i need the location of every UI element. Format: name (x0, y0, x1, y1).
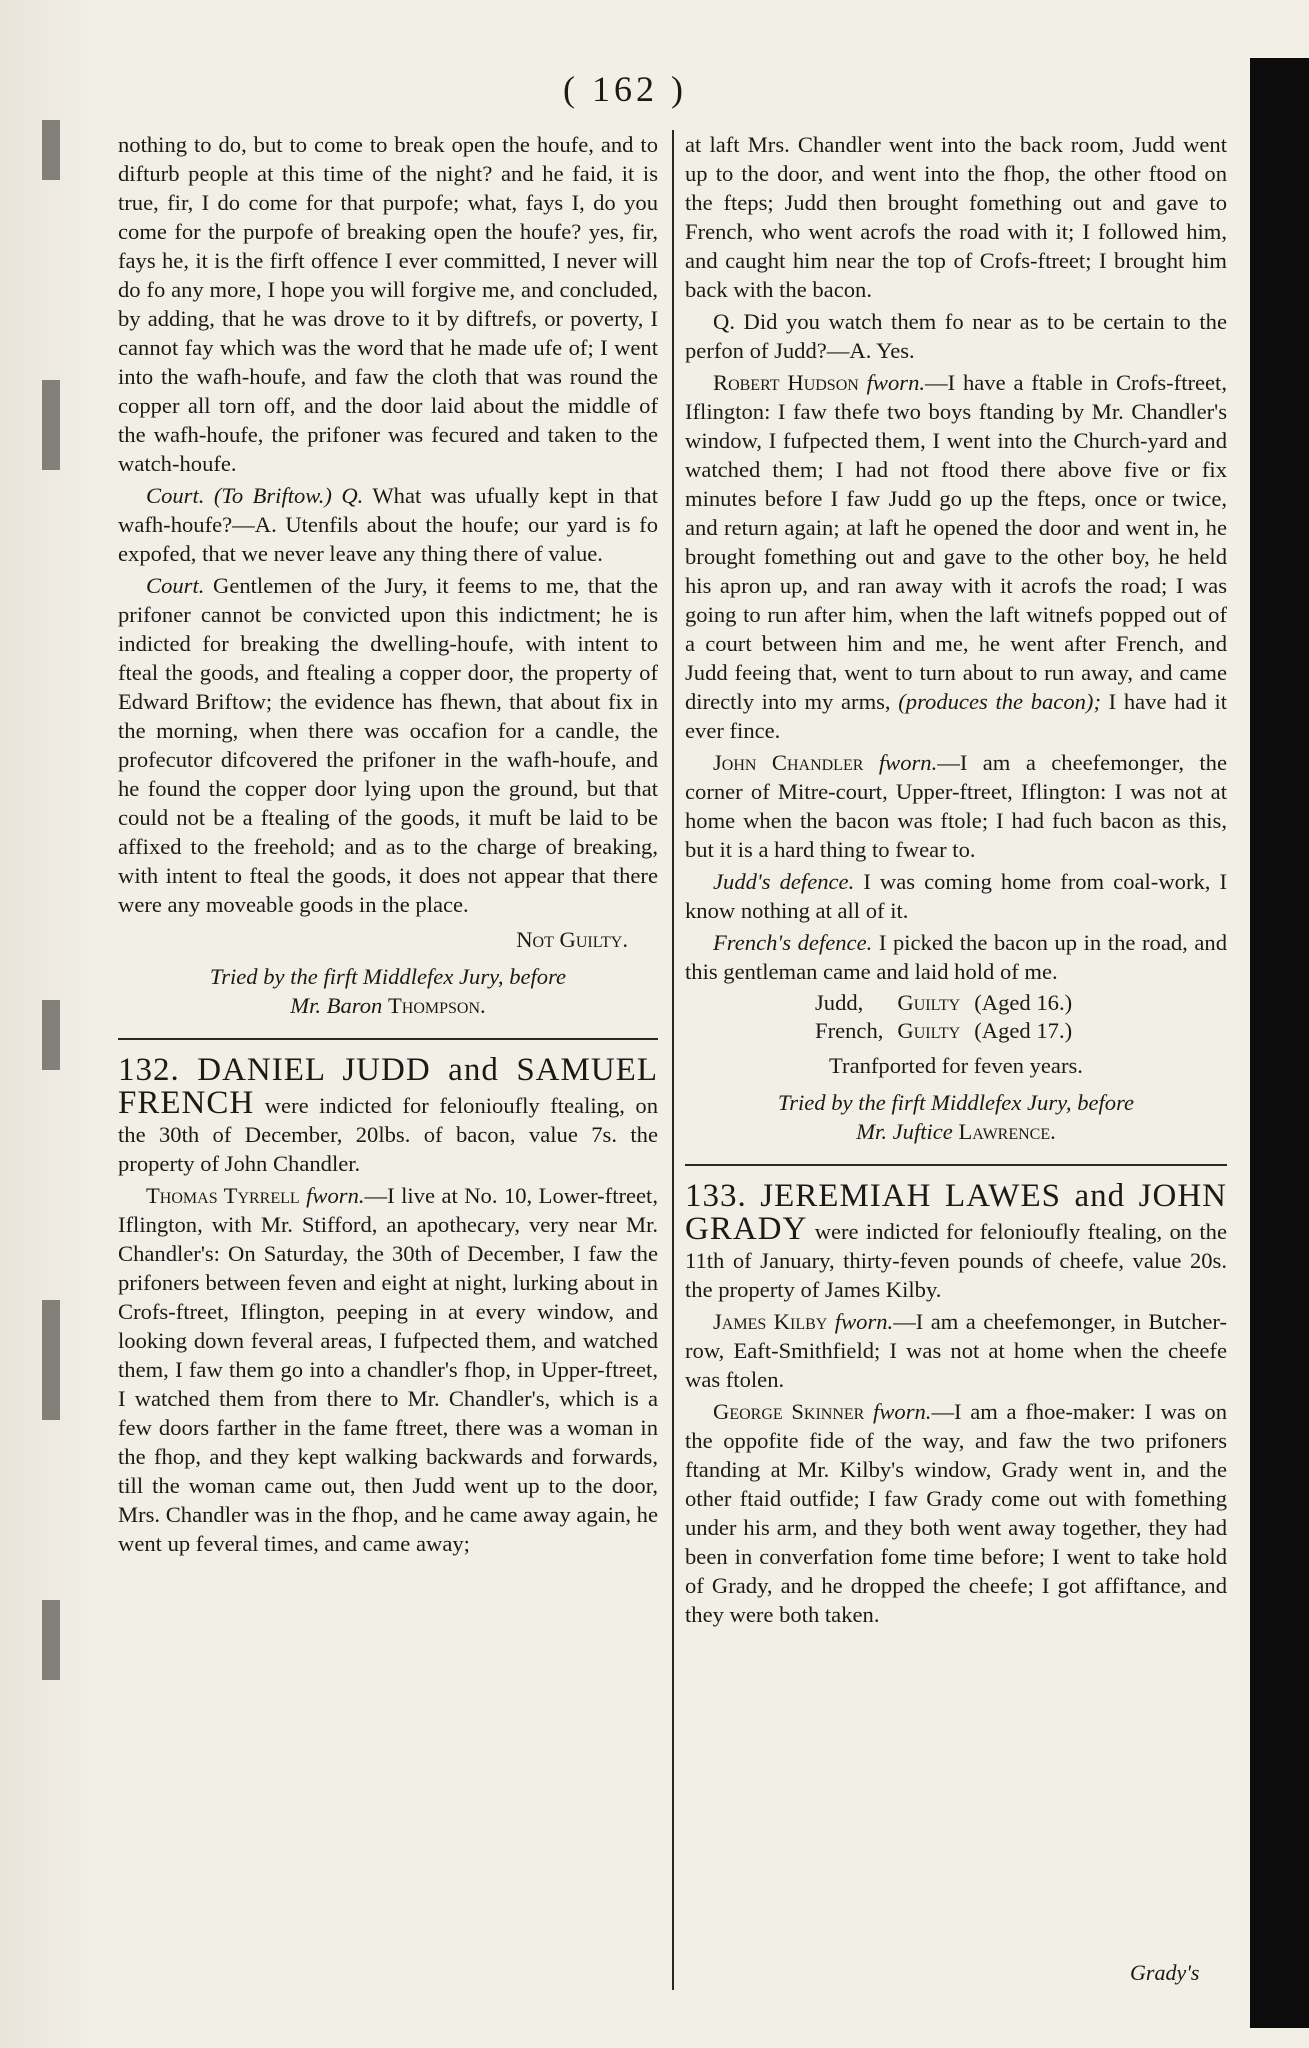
trial-note (685, 1088, 1227, 1146)
case-title: 133. JEREMIAH LAWES and JOHN GRADY (685, 1178, 1227, 1247)
sworn-label: fworn. (878, 750, 938, 775)
testimony (685, 368, 1227, 745)
testimony-text: —I am a cheefemonger, in Butcher-row, Eaft-Smithfield; I was not at home when the cheefe was ftolen. (685, 1309, 1228, 1392)
binding-mark (42, 1300, 60, 1420)
trial-note (118, 962, 658, 1020)
trial-note-line: Tried by the firft Middlefex Jury, before (209, 964, 567, 989)
case-text: were indicted for felonioufly ftealing, on the 11th of January, thirty-feven pounds of cheefe, value 20s. the property of James Kilby. (685, 1219, 1227, 1302)
paragraph-text: Gentlemen of the Jury, it feems to me, that the prifoner cannot be convicted upon this indictment; he is indicted for breaking the dwelling-houfe, with intent to fteal the goods, and ftealing a copper door, the property of Edward Briftow; the evidence has fhewn, that about fix in the morning, when there was occafion for a candle, the profecutor difcovered the prifoner in the wafh-houfe, and he found the copper door lying upon the ground, but that could not be a ftealing of the goods, it muft be laid to be affixed to the freehold; and as to the charge of breaking, with intent to fteal the goods, it does not appear that there were any moveable goods in the place. (118, 573, 658, 917)
paragraph: at laft Mrs. Chandler went into the back room, Judd went up to the door, and went into the fhop, the other ftood on the fteps; Judd then brought fomething out and gave to French, who went acrofs the road with it; I followed him, and caught him near the top of Crofs-ftreet; I brought him back with the bacon. (685, 132, 1227, 302)
defence-text: I picked the bacon up in the road, and this gentleman came and laid hold of me. (685, 930, 1228, 984)
case-title: 132. DANIEL JUDD and SAMUEL FRENCH (118, 1052, 658, 1121)
left-column (118, 130, 658, 1561)
testimony (685, 1307, 1227, 1394)
witness-name: John Chandler (713, 750, 864, 775)
binding-mark (42, 1000, 60, 1070)
defence-text: I was coming home from coal-work, I know nothing at all of it. (685, 869, 1227, 923)
judge-name: Lawrence. (958, 1119, 1056, 1144)
page-number: ( 162 ) (563, 69, 687, 109)
paragraph-text: What was ufually kept in that wafh-houfe?—A. Utenfils about the houfe; our yard is fo expofed, that we never leave any thing there of value. (118, 483, 658, 566)
defence (685, 928, 1227, 986)
sentence-row (815, 1017, 1086, 1045)
aside: (produces the bacon); (898, 689, 1101, 714)
judge-title: Mr. Baron (290, 993, 383, 1018)
paragraph (118, 571, 658, 919)
defence-label: Judd's defence. (713, 869, 855, 894)
speaker-label: Court. (146, 573, 205, 598)
paragraph: nothing to do, but to come to break open the houfe, and to difturb people at this time of the night? and he faid, it is true, fir, I do come for that purpofe; what, fays I, do you come for the purpofe of breaking open the houfe? yes, fir, fays he, it is the firft offence I ever committed, I never will do fo any more, I hope you will forgive me, and concluded, by adding, that he was drove to it by diftrefs, or poverty, I cannot fay which was the word that he made ufe of; I went into the wafh-houfe, and faw the cloth that was round the copper all torn off, and the door laid about the middle of the wafh-houfe, the prifoner was fecured and taken to the watch-houfe. (118, 132, 658, 476)
judge-title: Mr. Juftice (856, 1119, 953, 1144)
defendant-verdict: Guilty (897, 1018, 961, 1043)
speaker-label: Court. (To Briftow.) Q. (146, 483, 364, 508)
sworn-label: fworn. (873, 1399, 932, 1424)
sworn-label: fworn. (834, 1309, 894, 1334)
witness-name: George Skinner (713, 1399, 865, 1424)
sentence-row (815, 989, 1086, 1017)
verdict: Not Guilty. (516, 927, 628, 952)
testimony-text: —I am a cheefemonger, the corner of Mitre-court, Upper-ftreet, Iflington: I was not at home when the bacon was ftole; I had fuch bacon as this, but it is a hard thing to fwear to. (685, 750, 1227, 862)
question: Q. Did you watch them fo near as to be certain to the perfon of Judd?—A. Yes. (685, 309, 1227, 363)
testimony-text: —I am a fhoe-maker: I was on the oppofite fide of the way, and faw the two prifoners ftanding at Mr. Kilby's window, Grady went in, and the other ftaid outfide; I faw Grady come out with fomething under his arm, and they both went away together, they had been in converfation fome time before; I went to take hold of Grady, and he dropped the cheefe; I got affiftance, and they were both taken. (685, 1399, 1227, 1627)
paragraph (118, 481, 658, 568)
defendant-age: (Aged 16.) (974, 990, 1073, 1015)
testimony (685, 1397, 1227, 1629)
sworn-label: fworn. (306, 1183, 365, 1208)
section-divider (685, 1164, 1227, 1166)
case-heading (118, 1054, 658, 1178)
right-column (685, 130, 1227, 1632)
case-heading (685, 1180, 1227, 1304)
testimony (685, 748, 1227, 864)
trial-note-line: Tried by the firft Middlefex Jury, before (777, 1090, 1135, 1115)
defendant-name: Judd, (815, 990, 864, 1015)
defence (685, 867, 1227, 925)
binding-mark (42, 380, 60, 470)
sworn-label: fworn. (866, 370, 926, 395)
case-text: were indicted for felonioufly ftealing, on the 30th of December, 20lbs. of bacon, value 7s. the property of John Chandler. (118, 1093, 658, 1176)
testimony-text: —I have a ftable in Crofs-ftreet, Iflington: I faw thefe two boys ftanding by Mr. Chandler's window, I fufpected them, I went into the Church-yard and watched them; I had not ftood there above five or fix minutes before I faw Judd go up the fteps, once or twice, and return again; at laft he opened the door and went in, he brought fomething out and gave to the other boy, he held his apron up, and ran away with it acrofs the road; I was going to run after him, when the laft witnefs popped out of a court between him and me, he went after French, and Judd feeing that, went to turn about to run away, and came directly into my arms, (685, 370, 1227, 714)
section-divider (118, 1038, 658, 1040)
scan-edge-bar (1250, 58, 1309, 2028)
testimony (118, 1181, 658, 1558)
sentence-note: Tranfported for feven years. (829, 1053, 1083, 1078)
witness-name: Robert Hudson (713, 370, 859, 395)
sentence-table (815, 989, 1086, 1045)
binding-mark (42, 1600, 60, 1680)
defendant-verdict: Guilty (897, 990, 961, 1015)
binding-mark (42, 120, 60, 180)
judge-name: Thompson. (388, 993, 486, 1018)
defendant-age: (Aged 17.) (974, 1018, 1073, 1043)
column-divider (672, 130, 674, 1990)
testimony-text: —I live at No. 10, Lower-ftreet, Iflington, with Mr. Stifford, an apothecary, very near Mr. Chandler's: On Saturday, the 30th of December, I faw the prifoners between feven and eight at night, lurking about in Crofs-ftreet, Iflington, peeping in at every window, and looking down feveral areas, I fufpected them, and watched them, I faw them go into a chandler's fhop, in Upper-ftreet, I watched them from there to Mr. Chandler's, which is a few doors farther in the fame ftreet, there was a woman in the fhop, and they kept walking backwards and forwards, till the woman came out, then Judd went up to the door, Mrs. Chandler was in the fhop, and he came away again, he went up feveral times, and came away; (118, 1183, 658, 1556)
testimony-text: I have had it ever fince. (685, 689, 1227, 743)
witness-name: James Kilby (713, 1309, 828, 1334)
witness-name: Thomas Tyrrell (146, 1183, 300, 1208)
catchword: Grady's (1130, 1960, 1200, 1985)
defence-label: French's defence. (713, 930, 873, 955)
defendant-name: French, (815, 1018, 884, 1043)
